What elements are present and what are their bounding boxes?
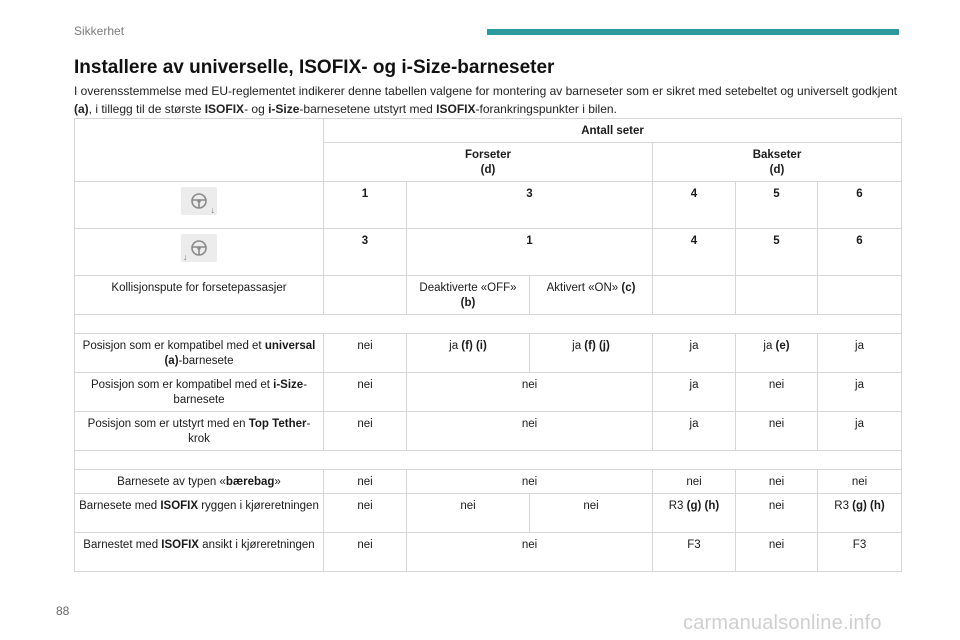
table-cell: 5 — [736, 229, 818, 276]
section-label: Sikkerhet — [74, 24, 125, 38]
table-cell: ja — [653, 373, 736, 412]
table-cell — [818, 276, 902, 315]
table-spacer-row — [75, 315, 902, 334]
table-row — [75, 182, 902, 229]
table-cell: nei — [736, 533, 818, 572]
table-cell: F3 — [818, 533, 902, 572]
child-seat-table — [74, 118, 902, 572]
table-row — [75, 533, 902, 572]
table-cell: nei — [407, 533, 653, 572]
table-cell: R3 (g) (h) — [818, 494, 902, 533]
table-cell: nei — [324, 334, 407, 373]
table-cell — [736, 276, 818, 315]
table-cell: F3 — [653, 533, 736, 572]
table-cell: 3 — [407, 182, 653, 229]
table-cell: 1 — [324, 182, 407, 229]
row-label: Barnestet med ISOFIX ansikt i kjøreretningen — [75, 533, 324, 572]
table-cell: nei — [407, 412, 653, 451]
table-row — [75, 373, 902, 412]
table-row — [75, 334, 902, 373]
steering-wheel-icon — [181, 234, 217, 262]
table-cell: 1 — [407, 229, 653, 276]
table-cell: nei — [818, 470, 902, 494]
table-cell — [324, 276, 407, 315]
table-cell: nei — [736, 373, 818, 412]
table-cell: ja (f) (i) — [407, 334, 530, 373]
table-cell: 6 — [818, 182, 902, 229]
table-cell: nei — [653, 470, 736, 494]
table-cell: R3 (g) (h) — [653, 494, 736, 533]
airbag-on-cell: Aktivert «ON» (c) — [530, 276, 653, 315]
row-label: Kollisjonspute for forsetepassasjer — [75, 276, 324, 315]
table-cell: ja (e) — [736, 334, 818, 373]
table-cell: ja — [818, 334, 902, 373]
table-row — [75, 276, 902, 315]
page-number: 88 — [56, 604, 70, 618]
seat-config-icon-cell — [75, 229, 324, 276]
table-cell: nei — [530, 494, 653, 533]
row-label: Posisjon som er kompatibel med et universal (a)-barnesete — [75, 334, 324, 373]
header-bakseter: Bakseter (d) — [653, 143, 902, 182]
table-cell: nei — [324, 373, 407, 412]
table-row — [75, 119, 902, 143]
down-arrow-icon: ↓ — [183, 252, 188, 262]
table-cell: nei — [324, 470, 407, 494]
table-cell: nei — [736, 470, 818, 494]
table-cell: 3 — [324, 229, 407, 276]
page-title: Installere av universelle, ISOFIX- og i-Size-barneseter — [74, 57, 555, 78]
table-cell: 4 — [653, 229, 736, 276]
table-cell: nei — [324, 533, 407, 572]
header-antall-seter: Antall seter — [324, 119, 902, 143]
table-cell: ja (f) (j) — [530, 334, 653, 373]
seat-config-icon-cell — [75, 182, 324, 229]
row-label: Barnesete med ISOFIX ryggen i kjøreretningen — [75, 494, 324, 533]
table-spacer-row — [75, 451, 902, 470]
table-row — [75, 494, 902, 533]
table-cell: nei — [407, 470, 653, 494]
down-arrow-icon: ↓ — [210, 205, 215, 215]
table-cell: ja — [818, 412, 902, 451]
table-cell: ja — [653, 334, 736, 373]
table-cell: nei — [736, 412, 818, 451]
steering-wheel-icon — [181, 187, 217, 215]
section-accent-bar — [487, 29, 899, 35]
table-cell: ja — [653, 412, 736, 451]
intro-paragraph: I overensstemmelse med EU-reglementet indikerer denne tabellen valgene for montering av barneseter som er sikret med setebeltet og universelt godkjent (a), i tillegg til de største ISOFIX- og i-Size-barnesetene utstyrt med ISOFIX-forankringspunkter i bilen. — [74, 84, 898, 116]
table-cell: nei — [736, 494, 818, 533]
table-spacer-cell — [75, 451, 902, 470]
table-row — [75, 470, 902, 494]
table-cell: 4 — [653, 182, 736, 229]
table-spacer-cell — [75, 315, 902, 334]
table-row — [75, 229, 902, 276]
header-forseter: Forseter (d) — [324, 143, 653, 182]
watermark: carmanualsonline.info — [683, 612, 882, 634]
table-cell: 5 — [736, 182, 818, 229]
table-cell: nei — [324, 412, 407, 451]
table-cell: nei — [324, 494, 407, 533]
table-row — [75, 412, 902, 451]
row-label: Barnesete av typen «bærebag» — [75, 470, 324, 494]
table-cell: nei — [407, 373, 653, 412]
row-label: Posisjon som er kompatibel med et i-Size-barnesete — [75, 373, 324, 412]
table-cell: nei — [407, 494, 530, 533]
table-corner-cell — [75, 119, 324, 182]
table-cell — [653, 276, 736, 315]
airbag-off-cell: Deaktiverte «OFF» (b) — [407, 276, 530, 315]
table-cell: ja — [818, 373, 902, 412]
table-cell: 6 — [818, 229, 902, 276]
row-label: Posisjon som er utstyrt med en Top Tether-krok — [75, 412, 324, 451]
